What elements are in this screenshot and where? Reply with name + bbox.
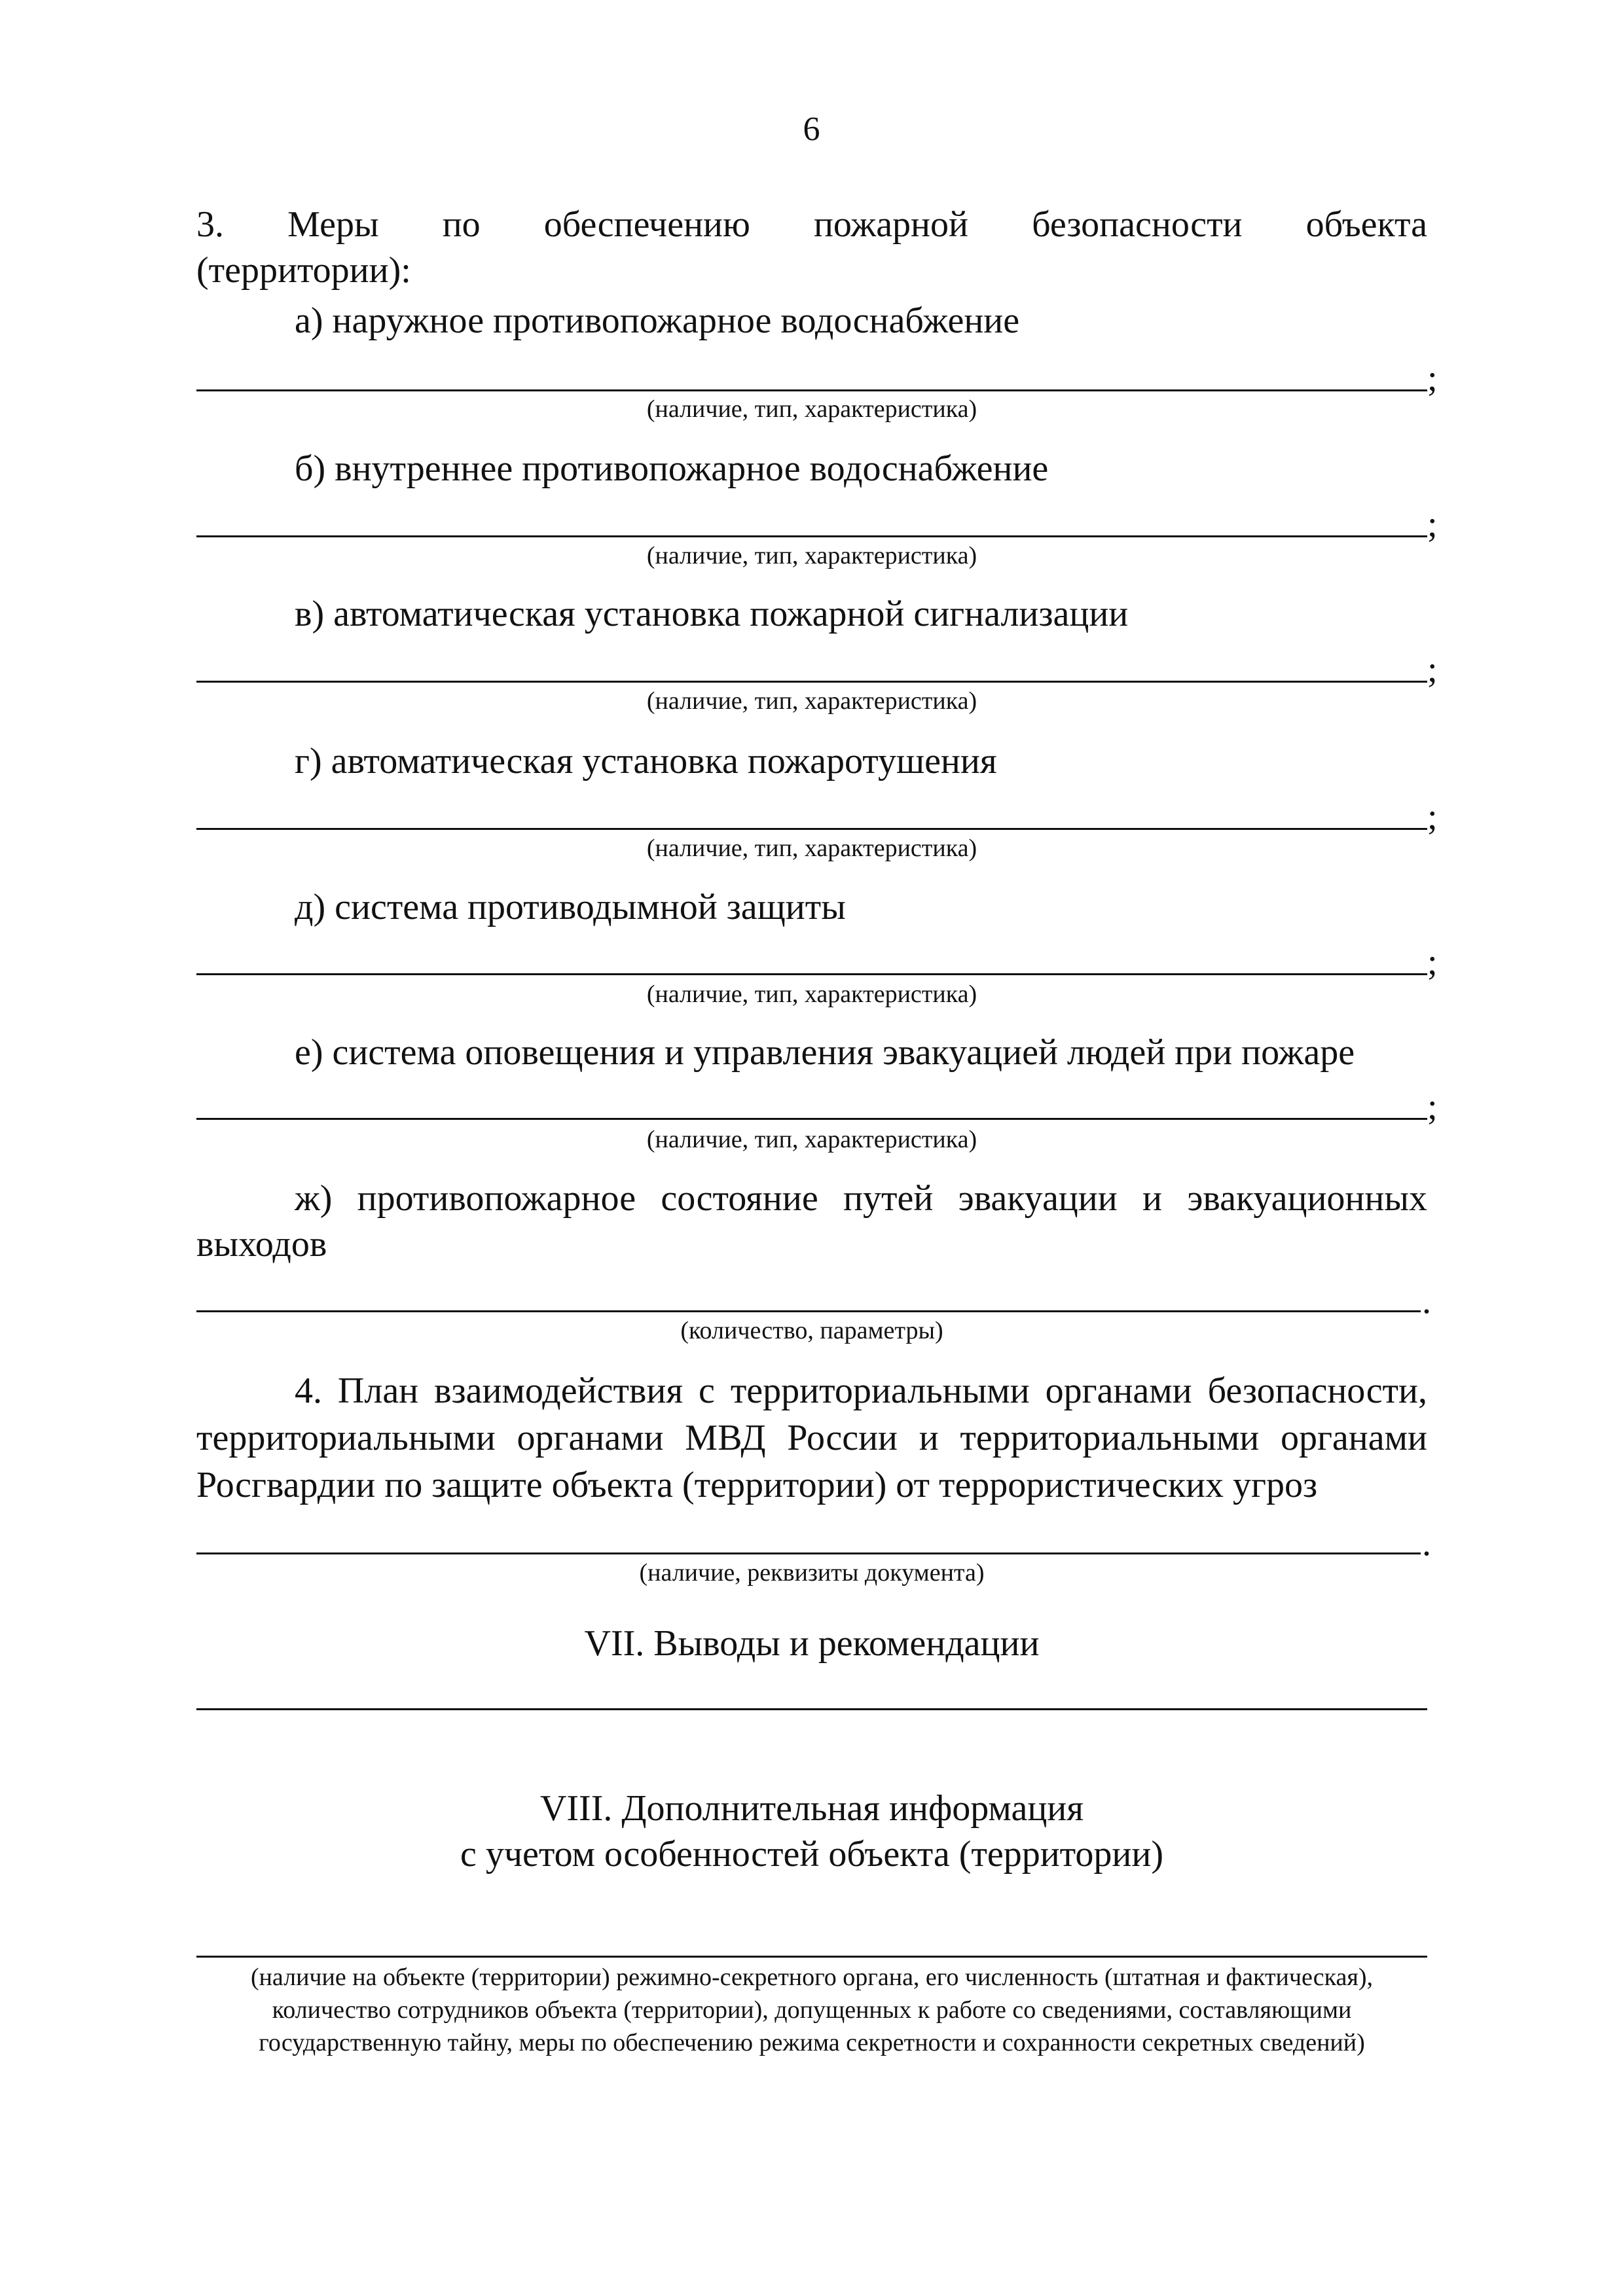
section4-line1: 4. План взаимодействия с территориальными органами безопасности, [295,1371,1427,1411]
item-zh-line2: выходов [196,1224,327,1265]
item-zh-line1: ж) противопожарное состояние путей эвакуации и эвакуационных [295,1178,1427,1219]
item-e-caption: (наличие, тип, характеристика) [646,1126,977,1153]
item-e-label: е) система оповещения и управления эвакуацией людей при пожаре [295,1032,1355,1073]
item-d-end-mark: ; [1427,942,1438,982]
section8-heading-line2: с учетом особенностей объекта (территории) [460,1834,1163,1874]
section7-fill-line[interactable] [196,1708,1427,1710]
item-d-fill-line[interactable] [196,973,1427,975]
section8-heading-line1: VIII. Дополнительная информация [539,1788,1084,1829]
section4-caption: (наличие, реквизиты документа) [639,1559,985,1587]
item-v-end-mark: ; [1427,649,1438,690]
item-b-caption: (наличие, тип, характеристика) [646,542,977,569]
item-g-fill-line[interactable] [196,828,1427,830]
section4-end-mark: . [1422,1523,1431,1564]
item-zh-end-mark: . [1422,1281,1431,1321]
item-a-end-mark: ; [1427,358,1438,399]
item-zh-caption: (количество, параметры) [680,1317,943,1344]
section4-fill-line[interactable] [196,1552,1421,1554]
item-b-fill-line[interactable] [196,535,1427,537]
section7-heading: VII. Выводы и рекомендации [584,1623,1040,1664]
item-v-label: в) автоматическая установка пожарной сигнализации [295,594,1129,634]
page-number: 6 [803,111,820,148]
section4-line2: территориальными органами МВД России и территориальными органами [196,1418,1427,1458]
item-g-end-mark: ; [1427,797,1438,837]
section8-note-line1: (наличие на объекте (территории) режимно-секретного органа, его численность (штатная и фактическая), [250,1964,1374,1991]
section3-intro-line2: (территории): [196,250,411,291]
section8-fill-line[interactable] [196,1956,1427,1958]
item-b-end-mark: ; [1427,504,1438,545]
section3-intro-line1: 3. Меры по обеспечению пожарной безопасности объекта [196,204,1427,245]
item-d-label: д) система противодымной защиты [295,887,846,927]
item-a-fill-line[interactable] [196,389,1427,391]
item-g-label: г) автоматическая установка пожаротушения [295,741,997,781]
item-zh-fill-line[interactable] [196,1310,1421,1312]
item-a-label: а) наружное противопожарное водоснабжение [295,300,1020,341]
item-e-fill-line[interactable] [196,1118,1427,1120]
item-g-caption: (наличие, тип, характеристика) [646,834,977,862]
section8-note-line2: количество сотрудников объекта (территории), допущенных к работе со сведениями, составляющими [272,1996,1352,2024]
item-d-caption: (наличие, тип, характеристика) [646,980,977,1008]
item-v-fill-line[interactable] [196,681,1427,683]
item-v-caption: (наличие, тип, характеристика) [646,687,977,715]
item-e-end-mark: ; [1427,1086,1438,1127]
section4-line3: Росгвардии по защите объекта (территории) от террористических угроз [196,1465,1318,1505]
item-a-caption: (наличие, тип, характеристика) [646,395,977,423]
section8-note-line3: государственную тайну, меры по обеспечению режима секретности и сохранности секретных сведений) [259,2029,1365,2056]
item-b-label: б) внутреннее противопожарное водоснабжение [295,448,1049,489]
